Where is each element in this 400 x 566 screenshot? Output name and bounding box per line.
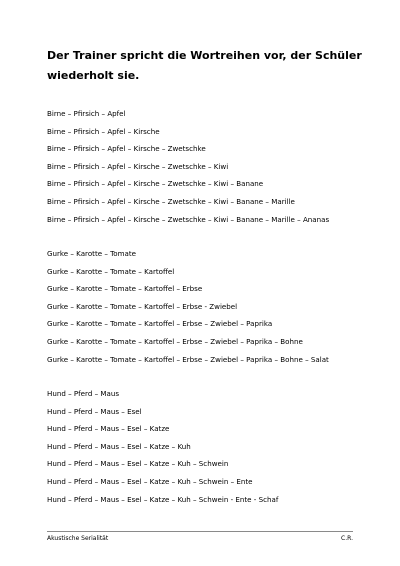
word-series-line: Birne – Pfirsich – Apfel – Kirsche – Zwetschke	[47, 144, 206, 154]
word-series-line: Birne – Pfirsich – Apfel – Kirsche – Zwetschke – Kiwi	[47, 161, 229, 171]
word-series-line: Gurke – Karotte – Tomate	[47, 249, 137, 258]
word-series-line: Gurke – Karotte – Tomate – Kartoffel – Erbse	[47, 284, 203, 294]
word-series-line: Hund – Pferd – Maus – Esel – Katze	[47, 424, 170, 434]
word-series-line: Hund – Pferd – Maus – Esel – Katze – Kuh – Schwein – Ente	[47, 476, 253, 486]
word-series-animals	[47, 385, 278, 508]
word-series-line: Hund – Pferd – Maus – Esel – Katze – Kuh – Schwein	[47, 459, 229, 469]
word-series-line: Birne – Pfirsich – Apfel – Kirsche – Zwetschke – Kiwi – Banane	[47, 179, 264, 189]
word-series-line: Birne – Pfirsich – Apfel	[47, 109, 126, 118]
word-series-line: Gurke – Karotte – Tomate – Kartoffel – Erbse - Zwiebel	[47, 301, 238, 311]
word-series-line: Gurke – Karotte – Tomate – Kartoffel – Erbse – Zwiebel – Paprika – Bohne – Salat	[47, 354, 329, 364]
word-series-line: Birne – Pfirsich – Apfel – Kirsche – Zwetschke – Kiwi – Banane – Marille – Ananas	[47, 214, 330, 224]
page-title-line-1: Der Trainer spricht die Wortreihen vor, der Schüler	[47, 49, 362, 62]
footer-divider	[47, 531, 353, 532]
word-series-line: Birne – Pfirsich – Apfel – Kirsche – Zwetschke – Kiwi – Banane – Marille	[47, 196, 295, 206]
footer-title: Akustische Serialität	[47, 535, 109, 542]
word-series-line: Hund – Pferd – Maus	[47, 389, 120, 398]
footer-author: C.R.	[341, 535, 353, 542]
word-series-line: Hund – Pferd – Maus – Esel – Katze – Kuh	[47, 441, 191, 451]
word-series-line: Gurke – Karotte – Tomate – Kartoffel – Erbse – Zwiebel – Paprika – Bohne	[47, 336, 303, 346]
word-series-vegetables	[47, 245, 329, 368]
word-series-line: Birne – Pfirsich – Apfel – Kirsche	[47, 126, 160, 136]
word-series-line: Hund – Pferd – Maus – Esel	[47, 406, 142, 416]
page-title-line-2: wiederholt sie.	[47, 69, 140, 82]
word-series-line: Gurke – Karotte – Tomate – Kartoffel	[47, 266, 175, 276]
word-series-fruits	[47, 105, 329, 228]
page-title	[47, 46, 367, 86]
word-series-line: Hund – Pferd – Maus – Esel – Katze – Kuh – Schwein - Ente - Schaf	[47, 494, 279, 504]
word-series-line: Gurke – Karotte – Tomate – Kartoffel – Erbse – Zwiebel – Paprika	[47, 319, 273, 329]
